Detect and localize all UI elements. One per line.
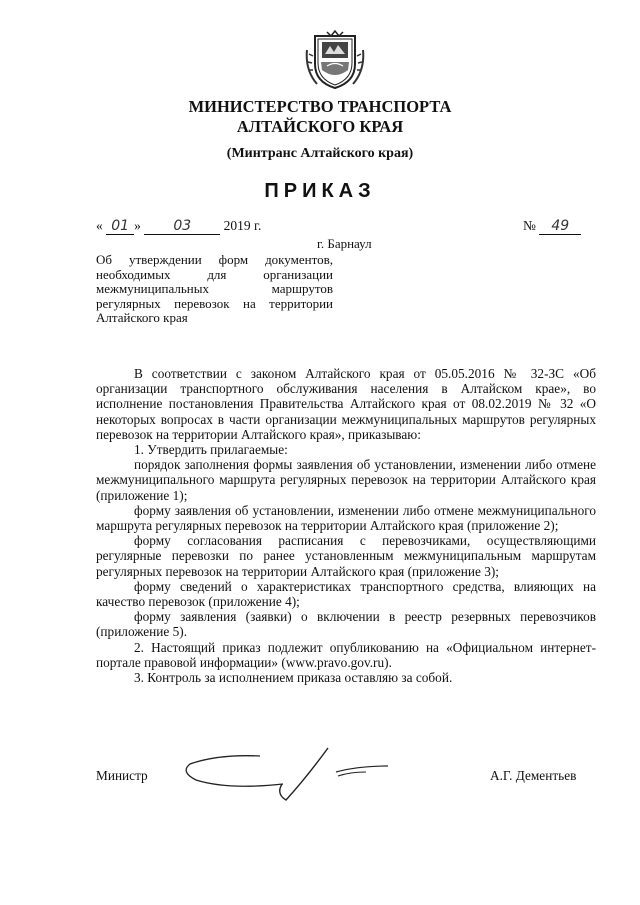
document-type-title: ПРИКАЗ [264,180,376,202]
date-year: 2019 г. [223,218,262,233]
body-paragraph: 2. Настоящий приказ подлежит опубликованию на «Официальном интернет-портале правовой информации» (www.pravo.gov.ru). [96,639,596,670]
body-paragraph: порядок заполнения формы заявления об установлении, изменении либо отмене межмуниципального маршрута регулярных перевозок на территории Алтайского края (приложение 1); [96,457,596,503]
date-quote-close: » [134,218,141,233]
document-body [96,366,596,685]
document-subject: Об утверждении форм документов, необходимых для организации межмуниципальных маршрутов регулярных перевозок на территории Алтайского края [96,252,333,325]
date-month: 03 [144,219,220,235]
ministry-short-name: (Минтранс Алтайского края) [226,146,414,161]
body-paragraph: В соответствии с законом Алтайского края от 05.05.2016 № 32-ЗС «Об организации транспортного обслуживания населения в Алтайском крае», во исполнение постановления Правительства Алтайского края от 08.02.2019 № 32 «О некоторых вопросах в части организации межмуниципальных маршрутов регулярных перевозок на территории Алтайского края», приказываю: [96,366,596,442]
date-day: 01 [106,219,134,235]
signatory-position: Министр [96,768,148,783]
coat-of-arms-emblem [305,30,365,92]
body-paragraph: форму согласования расписания с перевозчиками, осуществляющими регулярные перевозки по ранее установленным межмуниципальным маршрутам регулярных перевозок на территории Алтайского края (приложение 3); [96,533,596,579]
document-number [523,218,581,235]
ministry-name-line1: МИНИСТЕРСТВО ТРАНСПОРТА [188,97,452,116]
body-paragraph: форму заявления (заявки) о включении в реестр резервных перевозчиков (приложение 5). [96,609,596,640]
signatory-name: А.Г. Дементьев [490,768,577,783]
body-paragraph: 1. Утвердить прилагаемые: [134,442,288,458]
body-paragraph: форму заявления об установлении, изменении либо отмене межмуниципального маршрута регулярных перевозок на территории Алтайского края (приложение 2); [96,502,596,534]
handwritten-signature [178,742,393,802]
date-quote-open: « [96,218,103,233]
number-label: № [523,218,536,233]
ministry-name-line2: АЛТАЙСКОГО КРАЯ [236,117,404,136]
number-value: 49 [539,219,581,235]
body-paragraph: 3. Контроль за исполнением приказа оставляю за собой. [134,670,453,686]
body-paragraph: форму сведений о характеристиках транспортного средства, влияющих на качество перевозок (приложение 4); [96,578,596,610]
document-city: г. Барнаул [317,236,372,251]
document-date [96,218,261,235]
